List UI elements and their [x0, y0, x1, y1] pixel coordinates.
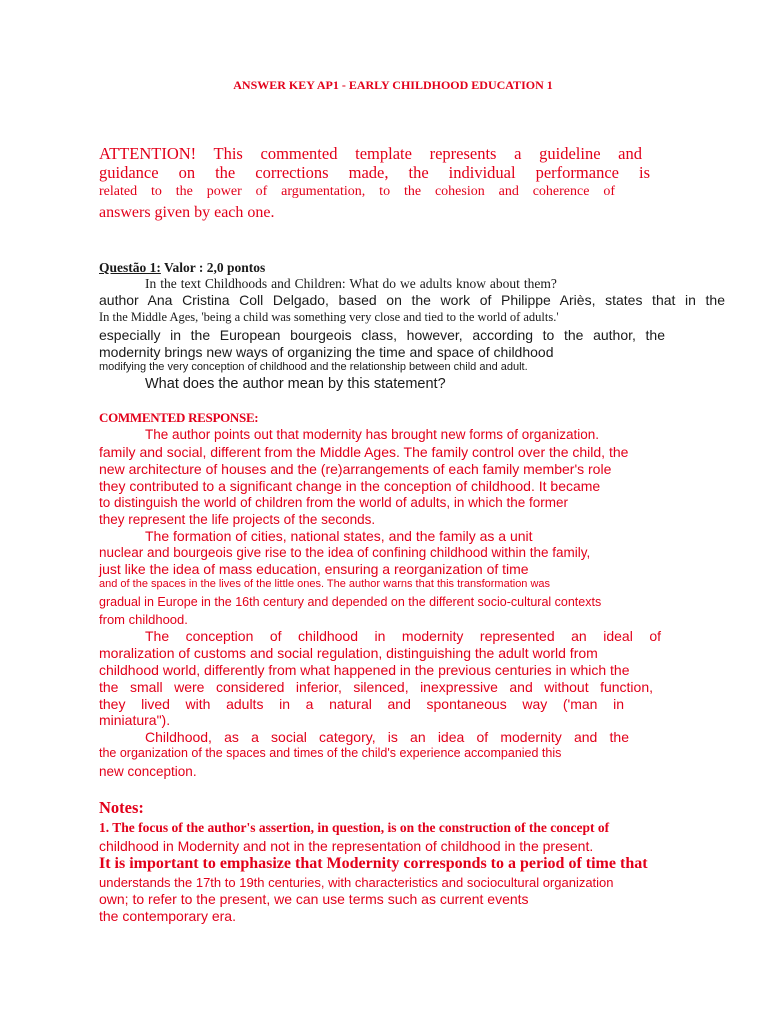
response-line-10: and of the spaces in the lives of the little ones. The author warns that this transformation was: [99, 578, 551, 590]
response-line-18: miniatura").: [99, 712, 171, 728]
notes-line-6: the contemporary era.: [99, 908, 236, 924]
response-line-1: The author points out that modernity has brought new forms of organization.: [145, 427, 600, 442]
response-heading: COMMENTED RESPONSE:: [99, 410, 259, 425]
question-heading-label: Questão 1:: [99, 260, 161, 275]
response-line-9: just like the idea of mass education, ensuring a reorganization of time: [99, 561, 529, 577]
response-line-13: The conception of childhood in modernity represented an ideal of: [145, 628, 661, 644]
notes-line-3: It is important to emphasize that Modernity corresponds to a period of time that: [99, 855, 648, 872]
question-heading: [99, 261, 265, 275]
question-line-4: especially in the European bourgeois class, however, according to the author, the: [99, 327, 665, 343]
notes-line-5: own; to refer to the present, we can use terms such as current events: [99, 891, 529, 907]
response-line-7: The formation of cities, national states, and the family as a unit: [145, 528, 533, 544]
question-line-1: In the text Childhoods and Children: What do we adults know about them?: [145, 276, 557, 291]
question-line-5: modernity brings new ways of organizing the time and space of childhood: [99, 344, 554, 360]
question-line-3: In the Middle Ages, 'being a child was something very close and tied to the world of adults.': [99, 310, 559, 324]
response-line-8: nuclear and bourgeois give rise to the idea of confining childhood within the family,: [99, 545, 591, 560]
response-line-4: they contributed to a significant change in the conception of childhood. It became: [99, 478, 601, 494]
attention-line-1: ATTENTION! This commented template represents a guideline and: [99, 144, 642, 163]
question-heading-value: Valor : 2,0 pontos: [160, 260, 266, 275]
response-line-5: to distinguish the world of children from the world of adults, in which the former: [99, 495, 568, 510]
response-line-2: family and social, different from the Middle Ages. The family control over the child, the: [99, 444, 629, 460]
response-line-11: gradual in Europe in the 16th century and depended on the different socio-cultural contexts: [99, 595, 602, 609]
response-line-6: they represent the life projects of the seconds.: [99, 512, 376, 527]
response-line-17: they lived with adults in a natural and spontaneous way ('man in: [99, 696, 624, 712]
document-title: ANSWER KEY AP1 - EARLY CHILDHOOD EDUCATION 1: [233, 78, 553, 92]
response-line-14: moralization of customs and social regulation, distinguishing the adult world from: [99, 645, 598, 661]
notes-line-4: understands the 17th to 19th centuries, with characteristics and sociocultural organization: [99, 875, 614, 890]
response-line-21: new conception.: [99, 764, 197, 779]
response-line-20: the organization of the spaces and times of the child's experience accompanied this: [99, 746, 562, 760]
attention-line-4: answers given by each one.: [99, 204, 275, 221]
response-line-16: the small were considered inferior, silenced, inexpressive and without function,: [99, 679, 653, 695]
notes-heading: Notes:: [99, 798, 144, 817]
question-line-6: modifying the very conception of childhood and the relationship between child and adult.: [99, 361, 528, 373]
response-line-12: from childhood.: [99, 612, 188, 627]
question-line-7: What does the author mean by this statement?: [145, 376, 446, 392]
response-line-19: Childhood, as a social category, is an idea of modernity and the: [145, 729, 629, 745]
notes-line-2: childhood in Modernity and not in the representation of childhood in the present.: [99, 838, 594, 854]
attention-line-2: guidance on the corrections made, the individual performance is: [99, 163, 650, 182]
question-line-2: author Ana Cristina Coll Delgado, based on the work of Philippe Ariès, states that in the: [99, 292, 725, 308]
response-line-15: childhood world, differently from what happened in the previous centuries in which the: [99, 662, 630, 678]
response-line-3: new architecture of houses and the (re)arrangements of each family member's role: [99, 461, 612, 477]
notes-line-1: 1. The focus of the author's assertion, in question, is on the construction of the concept of: [99, 820, 610, 835]
attention-line-3: related to the power of argumentation, to the cohesion and coherence of: [99, 184, 615, 199]
